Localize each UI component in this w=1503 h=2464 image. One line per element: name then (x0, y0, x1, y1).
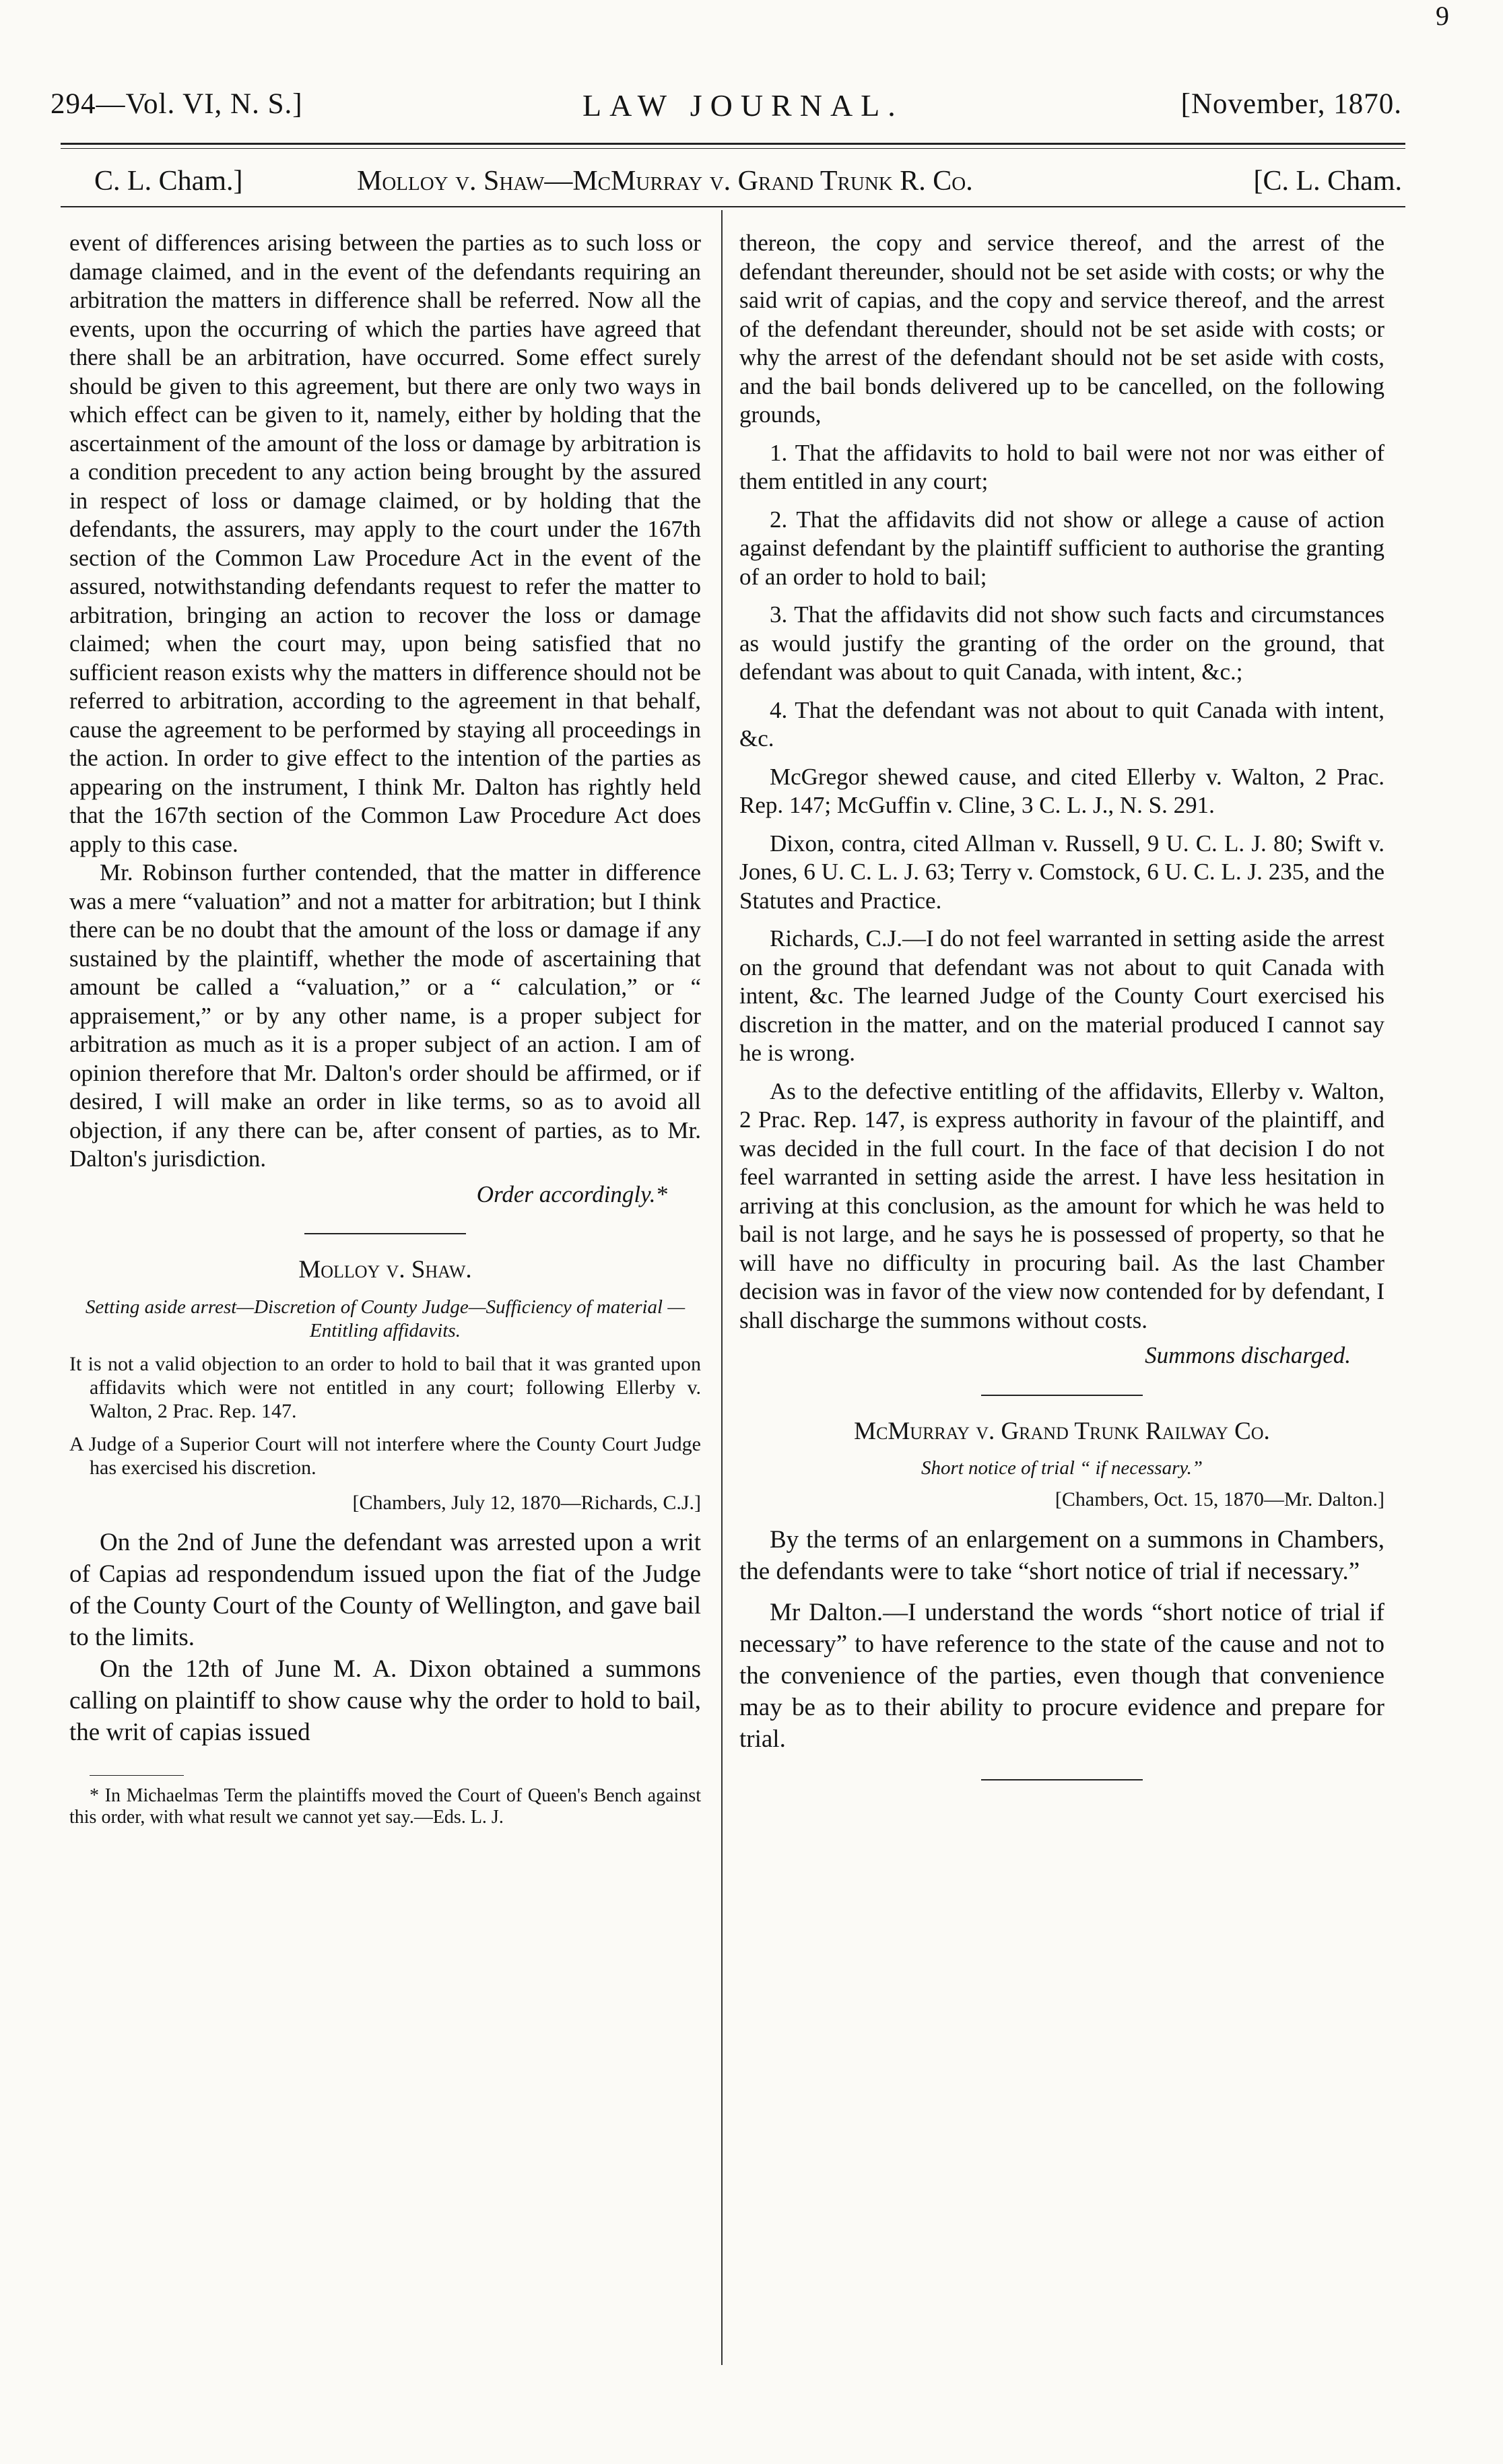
header-rule-thin (61, 148, 1405, 149)
page-mark: 9 (1436, 1, 1449, 31)
left-column (69, 229, 701, 1828)
subheader-court-left: C. L. Cham.] (94, 166, 243, 197)
subheader-cases: Molloy v. Shaw—McMurray v. Grand Trunk R. Co. (357, 166, 973, 197)
footnote: * In Michaelmas Term the plaintiffs moved the Court of Queen's Bench against this order, with what result we cannot yet say.—Eds. L. J. (69, 1785, 701, 1828)
headnote-mcmurray: Short notice of trial “ if necessary.” (921, 1457, 1203, 1479)
held-note-2: A Judge of a Superior Court will not interfere where the County Court Judge has exercised his discretion. (69, 1432, 701, 1479)
headnote-molloy: Setting aside arrest—Discretion of County Judge—Sufficiency of material —Entitling affidavits. (85, 1296, 686, 1341)
right-column (739, 229, 1384, 1802)
section-divider-right (981, 1395, 1143, 1396)
ground-3: 3. That the affidavits did not show such facts and circumstances as would justify the granting of the order on the ground, that defendant was about to quit Canada, with intent, &c.; (739, 601, 1384, 685)
right-paragraph-terms: By the terms of an enlargement on a summons in Chambers, the defendants were to take “short notice of trial if necessary.” (739, 1525, 1384, 1585)
header-date: [November, 1870. (1180, 88, 1402, 120)
section-divider (304, 1233, 466, 1234)
footnote-rule (90, 1775, 184, 1776)
right-paragraph-contra: Dixon, contra, cited Allman v. Russell, 9 U. C. L. J. 80; Swift v. Jones, 6 U. C. L. J. 63; Terry v. Comstock, 6 U. C. L. J. 235, and the Statutes and Practice. (739, 830, 1384, 914)
case-subheader (94, 165, 1402, 205)
column-divider (721, 210, 723, 2365)
right-paragraph-cause: McGregor shewed cause, and cited Ellerby v. Walton, 2 Prac. Rep. 147; McGuffin v. Cline, 3 C. L. J., N. S. 291. (739, 763, 1384, 818)
ground-1: 1. That the affidavits to hold to bail were not nor was either of them entitled in any court; (739, 439, 1384, 494)
dateline-molloy: [Chambers, July 12, 1870—Richards, C.J.] (352, 1491, 701, 1514)
left-paragraph-1: event of differences arising between the parties as to such loss or damage claimed, and in the event of the defendants requiring an arbitration the matters in difference shall be referred. Now all the events, upon the occurring of which the parties have agreed that there shall be an arbitration, have occurred. Some effect surely should be given to this agreement, but there are only two ways in which effect can be given to it, namely, either by holding that the ascertainment of the amount of the loss or damage by arbitration is a condition precedent to any action being brought by the assured in respect of loss or damage claimed, or by holding that the defendants, the assurers, may apply to the court under the 167th section of the Common Law Procedure Act in the event of the assured, notwithstanding defendants request to refer the matter to arbitration, bringing an action to recover the loss or damage claimed; when the court may, upon being satisfied that no sufficient reason exists why the matters in difference should not be referred to arbitration, according to the agreement in that behalf, cause the agreement to be performed by staying all proceedings in the action. In order to give effect to the intention of the parties as appearing on the instrument, I think Mr. Dalton has rightly held that the 167th section of the Common Law Procedure Act does apply to this case. (69, 230, 701, 857)
summons-discharged: Summons discharged. (1145, 1342, 1351, 1368)
subheader-rule (61, 206, 1405, 207)
dateline-mcmurray: [Chambers, Oct. 15, 1870—Mr. Dalton.] (1055, 1488, 1384, 1510)
right-paragraph-entitling: As to the defective entitling of the affidavits, Ellerby v. Walton, 2 Prac. Rep. 147, is express authority in favour of the plaintiff, and was decided in the full court. In the face of that decision I do not feel warranted in setting aside the arrest. I have less hesitation in arriving at this conclusion, as the amount for which he was held to bail is not large, and he says he is possessed of property, so that he will have no difficulty in procuring bail. As the last Chamber decision was in favor of the view now contended for by defendant, I shall discharge the summons without costs. (739, 1077, 1384, 1333)
subheader-court-right: [C. L. Cham. (1253, 166, 1402, 197)
left-paragraph-4: On the 12th of June M. A. Dixon obtained a summons calling on plaintiff to show cause why the order to hold to bail, the writ of capias issued (69, 1655, 701, 1746)
left-paragraph-3: On the 2nd of June the defendant was arrested upon a writ of Capias ad respondendum issued upon the fiat of the Judge of the County Court of the County of Wellington, and gave bail to the limits. (69, 1529, 701, 1651)
left-paragraph-2: Mr. Robinson further contended, that the matter in difference was a mere “valuation” and not a matter for arbitration; but I think there can be no doubt that the amount of the loss or damage if any sustained by the plaintiff, whether the mode of ascertaining that amount be called a “valuation,” or a “ calculation,” or “ appraisement,” or by any other name, is a proper subject for arbitration as much as it is a proper subject of an action. I am of opinion therefore that Mr. Dalton's order should be affirmed, or if desired, I will make an order in like terms, so as to avoid all objection, if any there can be, after consent of parties, as to Mr. Dalton's jurisdiction. (69, 859, 701, 1172)
header-volume: 294—Vol. VI, N. S.] (51, 88, 303, 120)
end-rule (981, 1779, 1143, 1780)
held-notes (69, 1352, 701, 1479)
order-accordingly: Order accordingly.* (476, 1180, 667, 1207)
case-title-mcmurray: McMurray v. Grand Trunk Railway Co. (854, 1417, 1270, 1445)
right-paragraph-1: thereon, the copy and service thereof, and the arrest of the defendant thereunder, should not be set aside with costs; or why the said writ of capias, and the copy and service thereof, and the arrest of the defendant thereunder, should not be set aside with costs; or why the arrest of the defendant should not be set aside with costs, and the bail bonds delivered up to be cancelled, on the following grounds, (739, 230, 1384, 428)
ground-4: 4. That the defendant was not about to quit Canada with intent, &c. (739, 696, 1384, 752)
ground-2: 2. That the affidavits did not show or allege a cause of action against defendant by the plaintiff sufficient to authorise the granting of an order to hold to bail; (739, 506, 1384, 590)
held-note-1: It is not a valid objection to an order to hold to bail that it was granted upon affidavits which were not entitled in any court; following Ellerby v. Walton, 2 Prac. Rep. 147. (69, 1352, 701, 1422)
running-header (51, 88, 1402, 135)
header-rule-thick (61, 143, 1405, 145)
header-journal-title: LAW JOURNAL. (582, 88, 904, 123)
right-paragraph-judgment: Richards, C.J.—I do not feel warranted in setting aside the arrest on the ground that defendant was not about to quit Canada with intent, &c. The learned Judge of the County Court exercised his discretion in the matter, and on the material produced I cannot say he is wrong. (739, 925, 1384, 1066)
case-title-molloy: Molloy v. Shaw. (298, 1256, 472, 1284)
right-paragraph-dalton: Mr Dalton.—I understand the words “short notice of trial if necessary” to have reference to the state of the cause and not to the convenience of the parties, even though that convenience may be as to their ability to procure evidence and prepare for trial. (739, 1598, 1384, 1753)
